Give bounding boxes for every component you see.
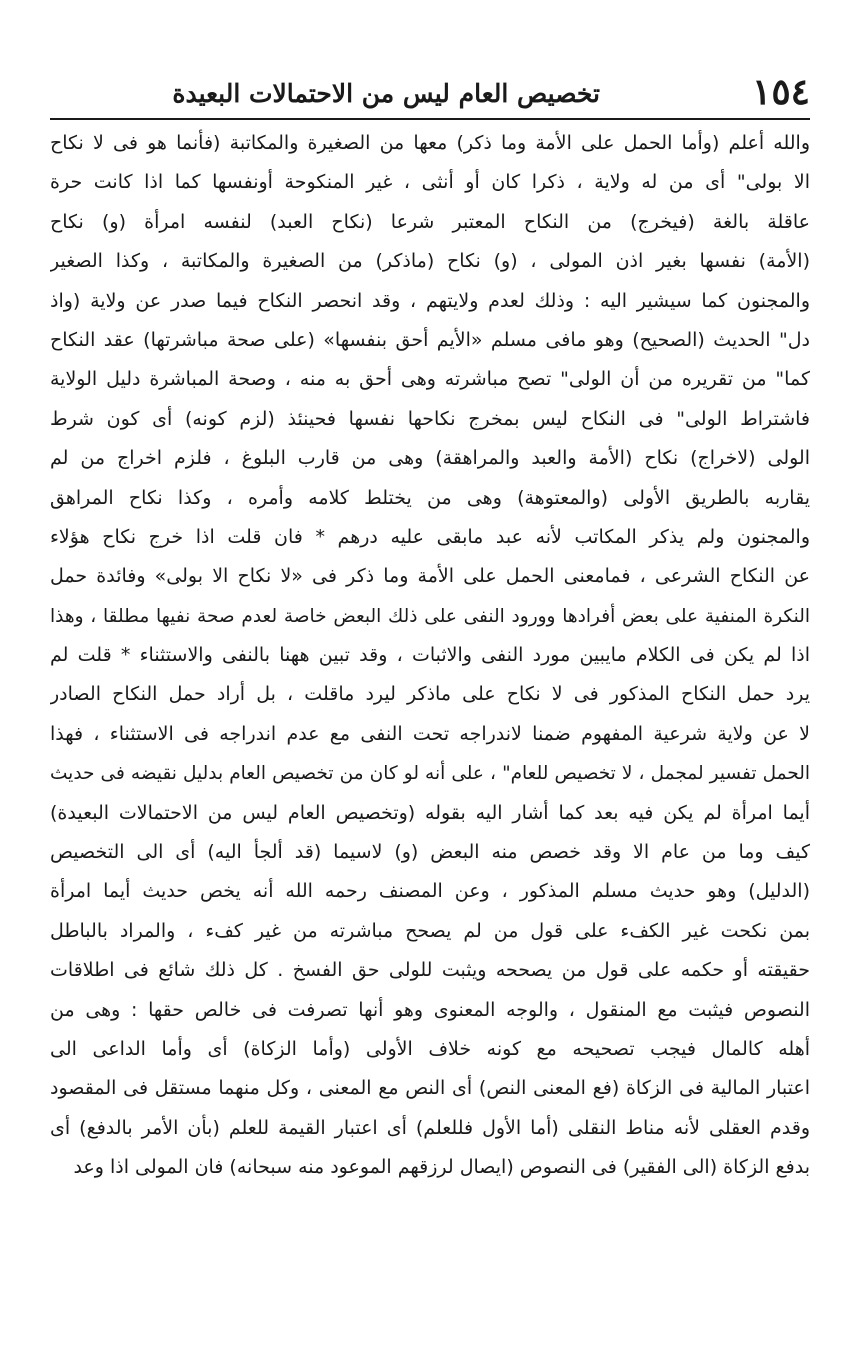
text-line: والمجنون ولم يذكر المكاتب لأنه عبد مابقى عليه درهم * فان قلت اذا خرج نكاح هؤلاء [50,525,810,548]
text-line: عاقلة بالغة (فيخرج) من النكاح المعتبر شرعا (نكاح العبد) لنفسه امرأة (و) نكاح [50,210,810,233]
text-line: الولى (لاخراج) نكاح (الأمة والعبد والمراهقة) وهى من قارب البلوغ ، فلزم اخراج من لم [50,447,810,470]
text-line: بدفع الزكاة (الى الفقير) فى النصوص (ايصال لرزقهم الموعود منه سبحانه) فان المولى اذا وعد [73,1156,810,1179]
body-text [50,124,810,1188]
text-line: والله أعلم (وأما الحمل على الأمة وما ذكر) معها من الصغيرة والمكاتبة (فأنما هو فى لا نكاح [50,132,810,154]
text-line: (الأمة) نفسها بغير اذن المولى ، (و) نكاح (ماذكر) من الصغيرة والمكاتبة ، وكذا الصغير [50,250,810,273]
text-line: كما" من تقريره من أن الولى" تصح مباشرته وهى أحق به منه ، وصحة المباشرة دليل الولاية [50,368,810,391]
page-header [50,70,810,116]
text-line: أيما امرأة لم يكن فيه بعد كما أشار اليه بقوله (وتخصيص العام ليس من الاحتمالات البعيدة) [50,801,810,824]
running-title: تخصيص العام ليس من الاحتمالات البعيدة [172,79,600,108]
text-line: يقاربه بالطريق الأولى (والمعتوهة) وهى من يختلط كلامه وأمره ، وكذا نكاح المراهق [50,486,810,509]
text-line: كيف وما من عام الا وقد خصص منه البعض (و) لاسيما (قد ألجأ اليه) أى الى التخصيص [50,841,810,864]
text-line: فاشتراط الولى" فى النكاح ليس بمخرج نكاحها نفسها فحينئذ (لزم كونه) أى كون شرط [50,407,810,430]
text-line: دل" الحديث (الصحيح) وهو مافى مسلم «الأيم أحق بنفسها» (على صحة مباشرتها) عقد النكاح [50,328,810,351]
text-line: والمجنون كما سيشير اليه : وذلك لعدم ولايتهم ، وقد انحصر النكاح فيما صدر عن ولاية (واذ [50,289,810,312]
text-line: عن النكاح الشرعى ، فمامعنى الحمل على الأمة وما ذكر فى «لا نكاح الا بولى» وفائدة حمل [50,565,810,588]
text-line: الا بولى" أى من له ولاية ، ذكرا كان أو أنثى ، غير المنكوحة أونفسها كما اذا كانت حرة [50,171,810,194]
header-rule [50,118,810,120]
text-line: حقيقته أو حكمه على قول من يصححه ويثبت للولى حق الفسخ . كل ذلك شائع فى اطلاقات [50,959,810,982]
page-number: ١٥٤ [751,71,810,113]
text-line: اعتبار المالية فى الزكاة (فع المعنى النص) أى النص مع المعنى ، وكل منهما مستقل فى المقصود [50,1077,810,1100]
text-line: يرد حمل النكاح المذكور فى لا نكاح على ماذكر ليرد ماقلت ، بل أراد حمل النكاح الصادر [50,683,810,706]
text-line: وقدم العقلى لأنه مناط النقلى (أما الأول فللعلم) أى اعتبار القيمة للعلم (بأن الأمر بالدفع) أى [50,1116,810,1139]
text-line: النصوص فيثبت مع المنقول ، والوجه المعنوى وهو أنها تصرفت فى خالص حقها : وهى من [50,998,810,1021]
text-line: بمن نكحت غير الكفء على قول من لم يصحح مباشرته من غير كفء ، والمراد بالباطل [50,919,810,942]
text-line: النكرة المنفية على بعض أفرادها وورود النفى على ذلك البعض خاصة لعدم صحة نفيها مطلقا ، وهذا [50,605,810,627]
text-line: (الدليل) وهو حديث مسلم المذكور ، وعن المصنف رحمه الله أنه يخص حديث أيما امرأة [50,880,810,903]
text-line: اذا لم يكن فى الكلام مايبين مورد النفى والاثبات ، وقد تبين ههنا بالنفى والاستثناء * قلت لم [50,644,810,667]
text-line: أهله كالمال فيجب تصحيحه مع كونه خلاف الأولى (وأما الزكاة) أى وأما الداعى الى [50,1037,810,1060]
text-line: لا عن ولاية شرعية المفهوم ضمنا لاندراجه تحت النفى مع عدم اندراجه فى الاستثناء ، فهذا [50,722,810,745]
text-line: الحمل تفسير لمجمل ، لا تخصيص للعام" ، على أنه لو كان من تخصيص العام بدليل نقيضه فى حديث [50,763,810,785]
